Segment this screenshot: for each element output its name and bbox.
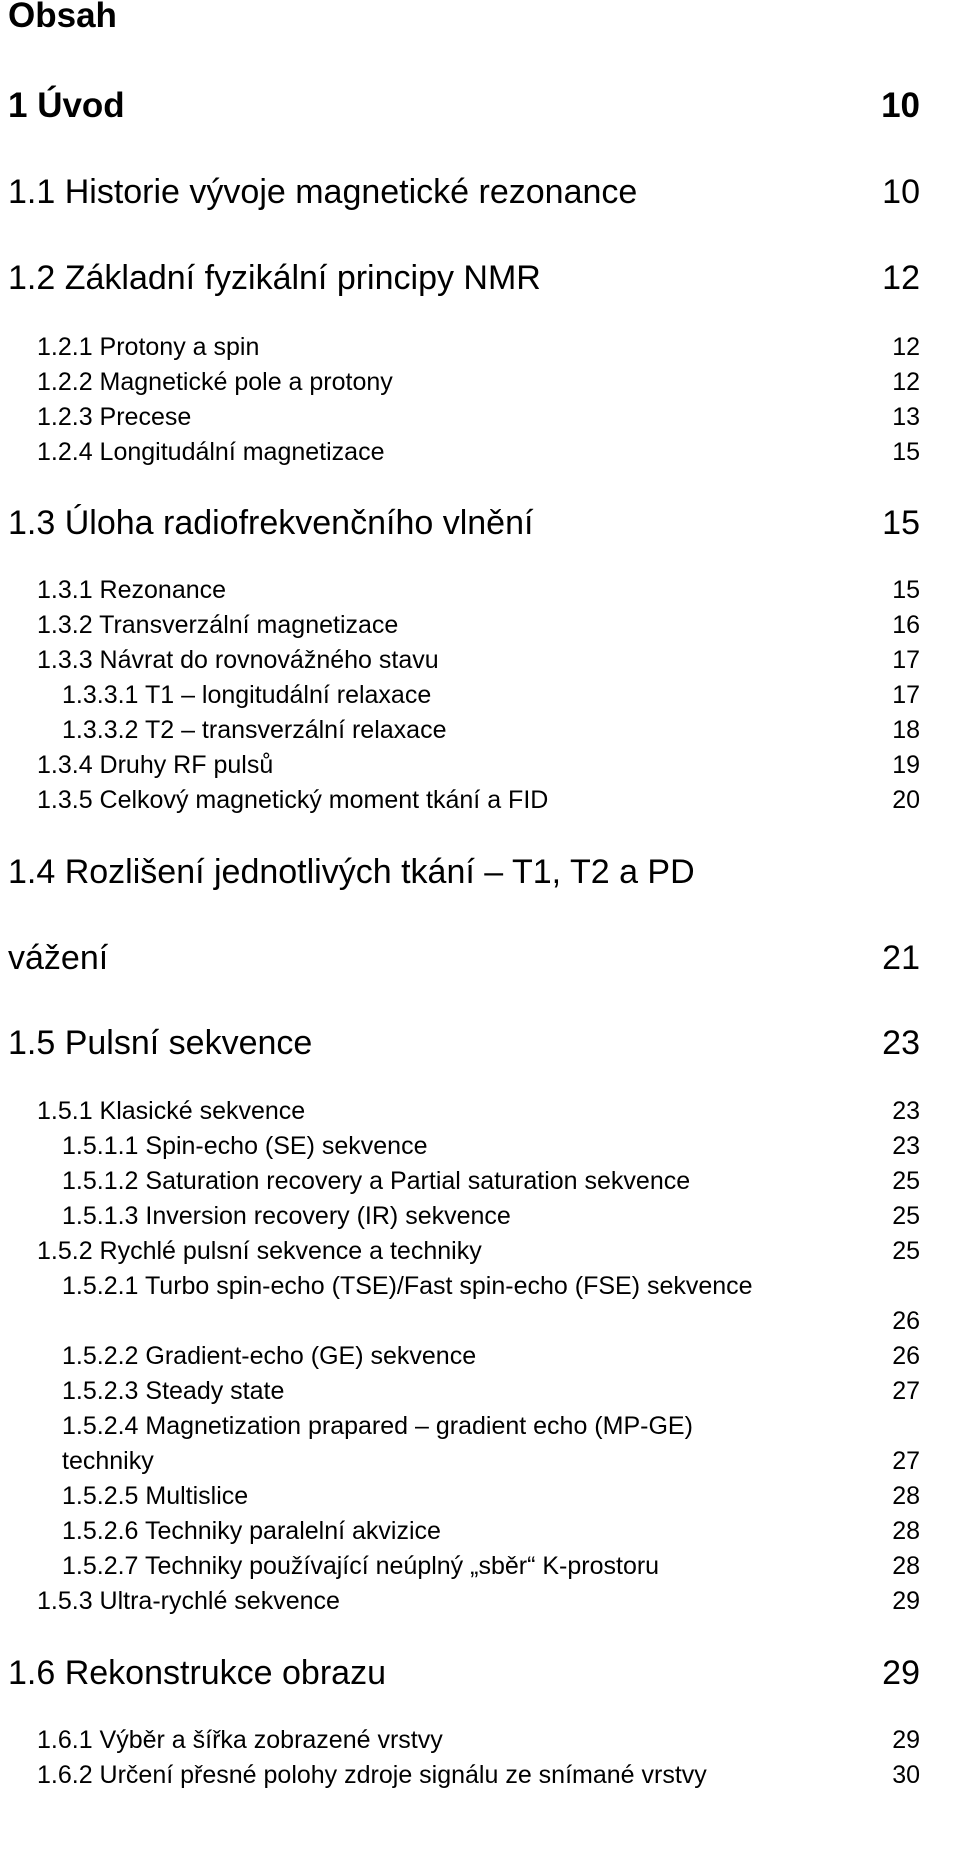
toc-entry — [62, 715, 920, 745]
toc-entry — [62, 1341, 920, 1371]
toc-entry — [37, 402, 920, 432]
toc-entry-label: 1.5.2.5 Multislice — [62, 1482, 249, 1510]
toc-entry — [8, 86, 920, 126]
toc-entry — [8, 172, 920, 212]
toc-entry — [62, 1201, 920, 1231]
toc-entry-page: 10 — [882, 173, 920, 211]
toc-entry-label: 1.6.2 Určení přesné polohy zdroje signálu ze snímané vrstvy — [37, 1761, 707, 1789]
toc-entry-label: 1.3.4 Druhy RF pulsů — [37, 751, 274, 779]
toc-entry-page: 25 — [892, 1237, 920, 1265]
toc-entry-page: 23 — [882, 1024, 920, 1062]
toc-entry-page: 17 — [892, 681, 920, 709]
toc-entry — [37, 785, 920, 815]
toc-entry-page: 15 — [882, 504, 920, 542]
toc-entry-page: 30 — [892, 1761, 920, 1789]
toc-entry — [37, 332, 920, 362]
toc-entry — [62, 1376, 920, 1406]
toc-entry — [8, 1023, 920, 1063]
toc-entry — [37, 1236, 920, 1266]
toc-entry-label: 1.5.2.1 Turbo spin-echo (TSE)/Fast spin-echo (FSE) sekvence — [62, 1272, 753, 1300]
toc-entry-page: 17 — [892, 646, 920, 674]
toc-entry-label: 1.5.2.6 Techniky paralelní akvizice — [62, 1517, 441, 1545]
toc-entry-label: 1.2.1 Protony a spin — [37, 333, 260, 361]
toc-entry-page: 29 — [882, 1654, 920, 1692]
toc-entry — [62, 1306, 920, 1336]
toc-entry-label: 1.3.5 Celkový magnetický moment tkání a FID — [37, 786, 549, 814]
toc-entry — [8, 258, 920, 298]
toc-entry-label: 1.5.2.3 Steady state — [62, 1377, 285, 1405]
toc-entry-label: 1.3.3 Návrat do rovnovážného stavu — [37, 646, 439, 674]
toc-entry-label: 1.2.4 Longitudální magnetizace — [37, 438, 385, 466]
toc-entry-page: 16 — [892, 611, 920, 639]
toc-entry — [37, 1096, 920, 1126]
toc-entry — [37, 437, 920, 467]
toc-entry-label: 1.2 Základní fyzikální principy NMR — [8, 259, 541, 297]
toc-entry-label: 1.2.3 Precese — [37, 403, 192, 431]
toc-entry-page: 12 — [882, 259, 920, 297]
toc-entry — [37, 1725, 920, 1755]
toc-entry-page: 18 — [892, 716, 920, 744]
toc-entry-label: 1.5.2.4 Magnetization prapared – gradient echo (MP-GE) — [62, 1412, 693, 1440]
toc-entry-page: 12 — [892, 333, 920, 361]
toc-entry — [8, 938, 920, 978]
toc-entry — [37, 1586, 920, 1616]
toc-entry-label: 1.3.2 Transverzální magnetizace — [37, 611, 399, 639]
toc-entry — [8, 852, 920, 892]
toc-entry-page: 28 — [892, 1517, 920, 1545]
toc-entry-page: 10 — [881, 86, 920, 125]
toc-entry — [37, 575, 920, 605]
page-title: Obsah — [8, 0, 117, 35]
toc-entry-label: 1.5.2.2 Gradient-echo (GE) sekvence — [62, 1342, 477, 1370]
toc-entry — [8, 503, 920, 543]
toc-entry-label: techniky — [62, 1447, 154, 1475]
toc-entry — [62, 1411, 920, 1441]
toc-entry-label: vážení — [8, 939, 109, 977]
toc-entry-page: 26 — [892, 1342, 920, 1370]
toc-entry — [62, 1271, 942, 1301]
toc-entry-label: 1.5.1.3 Inversion recovery (IR) sekvence — [62, 1202, 511, 1230]
toc-entry — [62, 1551, 920, 1581]
toc-entry-label: 1.5.1 Klasické sekvence — [37, 1097, 306, 1125]
toc-entry-page: 25 — [892, 1167, 920, 1195]
toc-entry — [62, 680, 920, 710]
toc-entry — [37, 1760, 920, 1790]
toc-entry-label: 1.5.3 Ultra-rychlé sekvence — [37, 1587, 340, 1615]
toc-entry-label: 1.5.1.2 Saturation recovery a Partial saturation sekvence — [62, 1167, 691, 1195]
toc-entry-page: 13 — [892, 403, 920, 431]
toc-entry-page: 15 — [892, 438, 920, 466]
toc-entry-page: 19 — [892, 751, 920, 779]
toc-entry — [62, 1446, 920, 1476]
toc-entry — [62, 1166, 920, 1196]
toc-entry — [37, 645, 920, 675]
toc-entry-page: 25 — [892, 1202, 920, 1230]
toc-entry-page: 23 — [892, 1097, 920, 1125]
toc-entry-page: 28 — [892, 1552, 920, 1580]
toc-entry-label: 1.1 Historie vývoje magnetické rezonance — [8, 173, 638, 211]
toc-entry — [62, 1131, 920, 1161]
toc-entry-page: 12 — [892, 368, 920, 396]
toc-entry-label: 1.4 Rozlišení jednotlivých tkání – T1, T2 a PD — [8, 853, 695, 891]
toc-entry-page: 20 — [892, 786, 920, 814]
toc-entry-page: 29 — [892, 1587, 920, 1615]
toc-entry-page: 29 — [892, 1726, 920, 1754]
toc-entry-label: 1.6 Rekonstrukce obrazu — [8, 1654, 386, 1692]
toc-entry-label: 1.3 Úloha radiofrekvenčního vlnění — [8, 504, 534, 542]
toc-entry — [8, 1653, 920, 1693]
toc-entry-page: 27 — [892, 1447, 920, 1475]
toc-entry-label: 1.5 Pulsní sekvence — [8, 1024, 313, 1062]
toc-entry-label: 1.2.2 Magnetické pole a protony — [37, 368, 393, 396]
toc-entry-page: 28 — [892, 1482, 920, 1510]
toc-entry-label: 1.5.2.7 Techniky používající neúplný „sběr“ K-prostoru — [62, 1552, 660, 1580]
toc-entry-label: 1.3.3.2 T2 – transverzální relaxace — [62, 716, 447, 744]
toc-entry-page: 23 — [892, 1132, 920, 1160]
toc-entry — [62, 1481, 920, 1511]
toc-entry-page: 26 — [892, 1307, 920, 1335]
toc-entry-label: 1.5.2 Rychlé pulsní sekvence a techniky — [37, 1237, 482, 1265]
toc-entry-label: 1.6.1 Výběr a šířka zobrazené vrstvy — [37, 1726, 443, 1754]
toc-entry — [62, 1516, 920, 1546]
toc-entry — [37, 610, 920, 640]
toc-entry-page: 15 — [892, 576, 920, 604]
toc-entry-page: 21 — [882, 939, 920, 977]
toc-entry-label: 1.3.3.1 T1 – longitudální relaxace — [62, 681, 432, 709]
toc-entry — [37, 367, 920, 397]
toc-entry-label: 1.3.1 Rezonance — [37, 576, 227, 604]
toc-entry — [37, 750, 920, 780]
toc-entry-page: 27 — [892, 1377, 920, 1405]
toc-entry-label: 1 Úvod — [8, 86, 125, 125]
toc-entry-label: 1.5.1.1 Spin-echo (SE) sekvence — [62, 1132, 428, 1160]
